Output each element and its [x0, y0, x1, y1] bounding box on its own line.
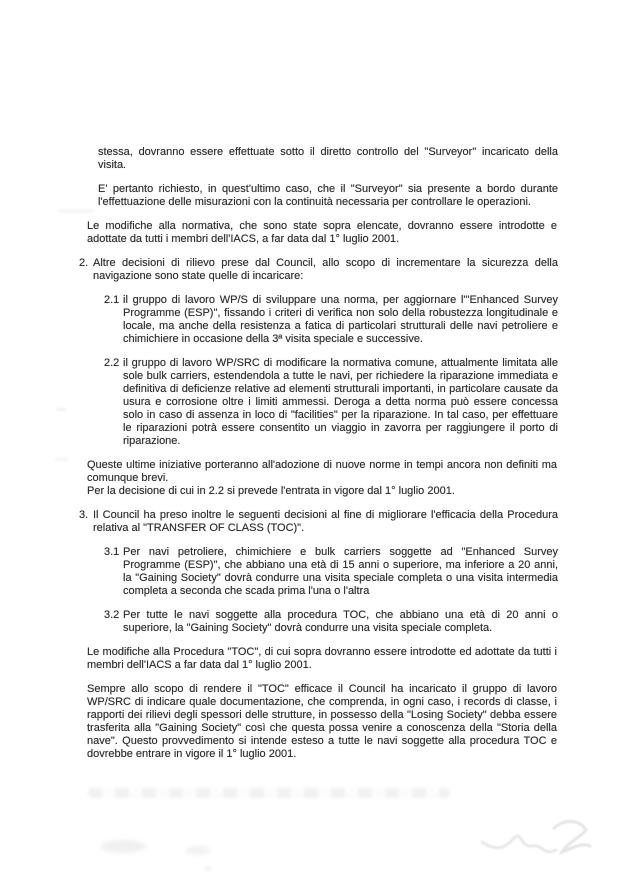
scan-smudge-artifact — [185, 846, 211, 855]
list-item-2-2-text-part1: il gruppo di lavoro WP/SRC di modificare la normativa comune, attualmente limitata alle sole bulk carriers, estendendola a tutte le navi, per richiedere la riparazione immediata e definitiva di deficienze relative ad elementi strutturali importanti, in particolare causate da usura e corrosione oltre i limiti ammessi. — [123, 357, 558, 408]
paragraph-nuove-norme-line2: Per la decisione di cui in 2.2 si prevede l'entrata in vigore dal 1° luglio 2001. — [87, 485, 455, 497]
paragraph-surveyor-presence: E' pertanto richiesto, in quest'ultimo caso, che il "Surveyor" sia presente a bordo durante l'effettuazione delle misurazioni con la continuità necessaria per controllare le operazioni. — [98, 183, 558, 208]
list-item-2-2-text-part2: Deroga a detta norma può essere concessa solo in caso di assenza in loco di "facilities" per la riparazione. In tal caso, per effettuare le riparazioni potrà essere consentito un viaggio in zavorra per raggiungere il porto di riparazione. — [123, 396, 558, 447]
paragraph-nuove-norme — [87, 459, 557, 498]
paragraph-normativa-adoption: Le modifiche alla normativa, che sono state sopra elencate, dovranno essere introdotte e adottate da tutti i membri dell'IACS, a far data dal 1° luglio 2001. — [87, 220, 557, 245]
list-item-3-number: 3. — [79, 509, 89, 521]
list-item-2-2-text — [123, 357, 558, 448]
list-item-3-1-number: 3.1 — [104, 546, 120, 558]
scan-smudge-artifact — [100, 840, 146, 853]
paragraph-surveyor-control: stessa, dovranno essere effettuate sotto il diretto controllo del "Surveyor" incaricato della visita. — [98, 146, 558, 171]
list-item-2 — [79, 257, 558, 283]
list-item-3-2-number: 3.2 — [104, 609, 120, 621]
list-item-2-number: 2. — [79, 257, 89, 269]
list-item-2-1-number: 2.1 — [104, 294, 120, 306]
list-item-2-2 — [104, 357, 558, 448]
scan-smudge-artifact — [205, 866, 211, 871]
list-item-3 — [79, 509, 558, 535]
list-item-2-1-text: il gruppo di lavoro WP/S di sviluppare una norma, per aggiornare l'"Enhanced Survey Programme (ESP)", fissando i criteri di verifica non solo della robustezza longitudinale e locale, ma anche della resistenza a fatica di particolari strutturali delle navi petroliere e chimichiere in occasione della 3ª visita speciale e successive. — [123, 294, 558, 345]
document-text-body — [0, 146, 640, 772]
scan-scribble-artifact — [476, 808, 594, 866]
list-item-3-2-text: Per tutte le navi soggette alla procedura TOC, che abbiano una età di 20 anni o superiore, la "Gaining Society" dovrà condurre una visita speciale completa. — [123, 609, 558, 634]
list-item-2-2-number: 2.2 — [104, 357, 120, 369]
paragraph-nuove-norme-line1: Queste ultime iniziative porteranno all'adozione di nuove norme in tempi ancora non definiti ma comunque brevi. — [87, 459, 557, 484]
list-item-3-text: Il Council ha preso inoltre le seguenti decisioni al fine di migliorare l'efficacia della Procedura relativa al "TRANSFER OF CLASS (TOC)". — [93, 509, 558, 534]
list-item-2-text: Altre decisioni di rilievo prese dal Council, allo scopo di incrementare la sicurezza della navigazione sono state quelle di incaricare: — [93, 257, 558, 282]
paragraph-toc-documentation: Sempre allo scopo di rendere il "TOC" efficace il Council ha incaricato il gruppo di lavoro WP/SRC di indicare quale documentazione, che comprenda, in ogni caso, i records di classe, i rapporti dei rilievi degli spessori delle strutture, in possesso della "Losing Society" debba essere trasferita alla "Gaining Society" così che questa possa venire a conoscenza della "Storia della nave". Questo provvedimento si intende esteso a tutte le navi soggette alla procedura TOC e dovrebbe entrare in vigore il 1° luglio 2001. — [87, 683, 557, 760]
list-item-2-1 — [104, 294, 558, 346]
list-item-3-1-text: Per navi petroliere, chimichiere e bulk carriers soggette ad "Enhanced Survey Programme (ESP)", che abbiano una età di 15 anni o superiore, ma inferiore a 20 anni, la "Gaining Society" dovrà condurre una visita speciale completa o una visita intermedia completa a seconda che scada prima l'una o l'altra — [123, 546, 558, 597]
scan-ghost-text-artifact — [88, 788, 450, 798]
list-item-3-2 — [104, 609, 558, 635]
paragraph-toc-adoption: Le modifiche alla Procedura "TOC", di cui sopra dovranno essere introdotte ed adottate da tutti i membri dell'IACS a far data dal 1° luglio 2001. — [87, 646, 557, 671]
list-item-3-1 — [104, 546, 558, 598]
